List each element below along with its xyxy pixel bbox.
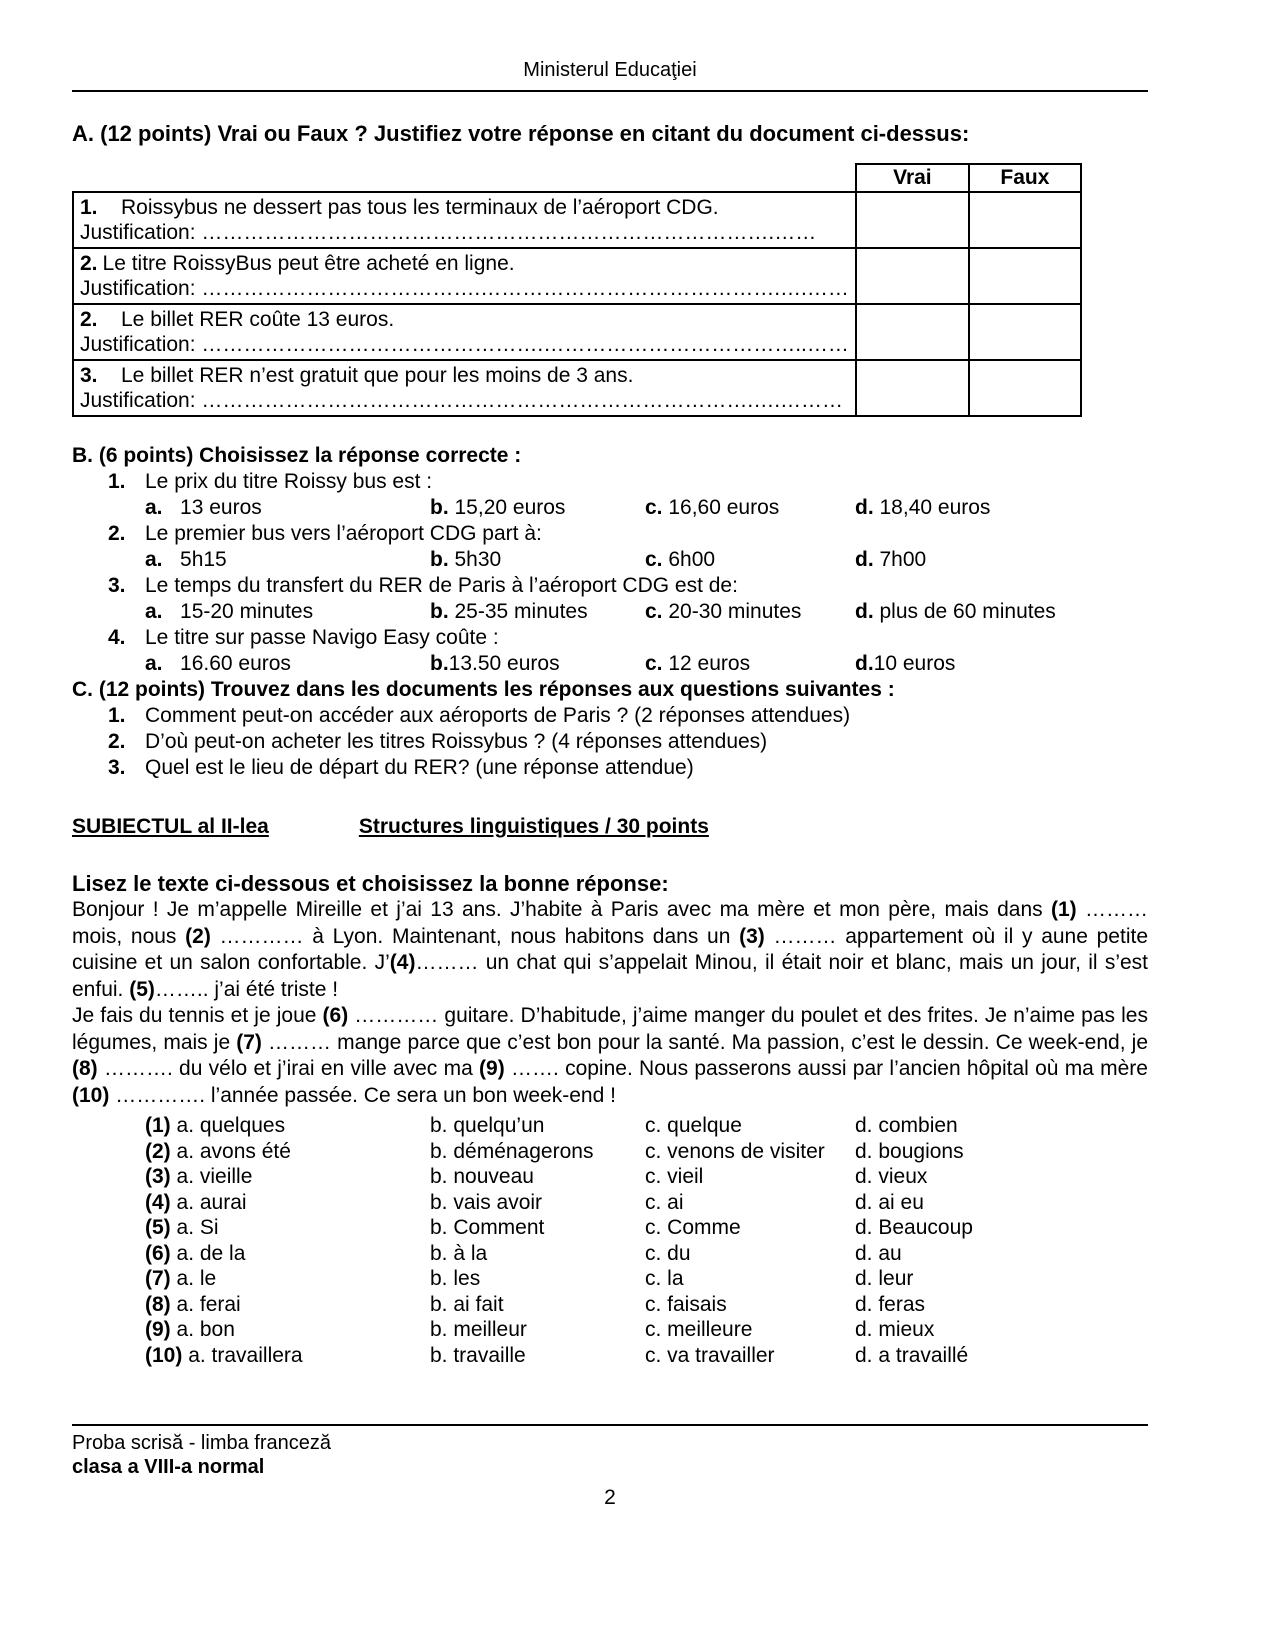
reading-instruction: Lisez le texte ci-dessous et choisissez la bonne réponse: — [72, 871, 669, 896]
justification-line: Justification: ……………………………………………………………………….…… — [80, 221, 817, 244]
question-number: 2. — [108, 522, 126, 545]
question-b2 — [72, 521, 1148, 573]
section-c-heading: C. (12 points) Trouvez dans les documents les réponses aux questions suivantes : — [72, 678, 895, 701]
option-b: b. 25-35 minutes — [430, 600, 588, 623]
question-c1 — [72, 703, 1148, 729]
option-c: c. 20-30 minutes — [645, 600, 802, 623]
option-b: b. quelqu’un — [430, 1114, 545, 1137]
question-text: Le prix du titre Roissy bus est : — [145, 470, 433, 493]
option-c: c. 12 euros — [645, 652, 751, 675]
option-c: c. du — [645, 1241, 691, 1265]
question-text: D’où peut-on acheter les titres Roissybus ? (4 réponses attendues) — [145, 730, 768, 753]
question-line — [72, 521, 1148, 547]
question-text: Le premier bus vers l’aéroport CDG part à: — [145, 522, 542, 545]
section-a-heading: A. (12 points) Vrai ou Faux ? Justifiez votre réponse en citant du document ci-dessus: — [72, 121, 970, 146]
statement-number: 1. — [80, 196, 98, 219]
grid-row-9 — [145, 1317, 1148, 1343]
options-row — [145, 495, 1148, 521]
option-a: a. 16.60 euros — [145, 652, 291, 675]
question-number: 4. — [108, 626, 126, 649]
fill-text-paragraph-1: Bonjour ! Je m’appelle Mireille et j’ai 13 ans. J’habite à Paris avec ma mère et mon père, mais dans (1) ……… mois, nous (2) ………… à Lyon. Maintenant, nous habitons dans un (3) ……… appartement où il y aune petite cuisine et un salon confortable. J’(4)……… un chat qui s’appelait Minou, il était noir et blanc, mais un jour, il s’est enfui. (5)…….. j’ai été triste ! — [72, 898, 1149, 1001]
option-c: c. quelque — [645, 1114, 742, 1137]
grid-row-5 — [145, 1215, 1148, 1241]
option-c: c. va travailler — [645, 1343, 775, 1367]
question-number: 3. — [108, 574, 126, 597]
option-d: d. Beaucoup — [855, 1216, 973, 1239]
option-c: c. ai — [645, 1190, 684, 1214]
option-d: d. plus de 60 minutes — [855, 600, 1056, 623]
faux-cell — [969, 248, 1081, 304]
statement-text: Le billet RER n’est gratuit que pour les moins de 3 ans. — [121, 364, 634, 387]
justification-line: Justification: ………………………………….…………………………………….….…… — [80, 277, 849, 300]
option-c: c. 6h00 — [645, 548, 716, 571]
faux-cell — [969, 304, 1081, 360]
statement-text: Roissybus ne dessert pas tous les terminaux de l’aéroport CDG. — [121, 196, 719, 219]
option-number: (4) — [145, 1190, 171, 1214]
statement-cell — [73, 360, 856, 416]
option-d: d. combien — [855, 1114, 958, 1137]
question-b3 — [72, 573, 1148, 625]
option-a: (7) a. le — [145, 1267, 217, 1290]
option-d: d. leur — [855, 1267, 914, 1290]
option-b: b. travaille — [430, 1343, 526, 1367]
option-d: d. vieux — [855, 1165, 928, 1188]
table-row — [73, 248, 1081, 304]
faux-cell — [969, 360, 1081, 416]
option-number: (7) — [145, 1267, 171, 1290]
question-line — [72, 625, 1148, 651]
option-a: a. 5h15 — [145, 548, 227, 571]
grid-row-7 — [145, 1266, 1148, 1292]
question-c2 — [72, 729, 1148, 755]
table-header-row — [73, 164, 1081, 192]
options-row — [145, 651, 1148, 677]
table-row — [73, 360, 1081, 416]
option-c: c. Comme — [645, 1216, 741, 1239]
justification-line: Justification: ………………………………………….………………………………..…… — [80, 333, 849, 356]
option-b: b. 5h30 — [430, 548, 502, 571]
question-text: Le titre sur passe Navigo Easy coûte : — [145, 626, 499, 649]
option-d: d. ai eu — [855, 1190, 924, 1214]
question-number: 1. — [108, 470, 126, 493]
subject2-subtitle: Structures linguistiques / 30 points — [358, 815, 709, 838]
grid-row-2 — [145, 1139, 1148, 1165]
option-number: (9) — [145, 1318, 171, 1341]
option-a: a. 13 euros — [145, 496, 262, 519]
option-number: (1) — [145, 1114, 171, 1137]
option-a: (9) a. bon — [145, 1318, 235, 1341]
option-c: c. meilleure — [645, 1318, 753, 1341]
vrai-cell — [856, 360, 969, 416]
question-line — [72, 573, 1148, 599]
option-a: (2) a. avons été — [145, 1139, 291, 1163]
option-a: (4) a. aurai — [145, 1190, 247, 1214]
option-number: (2) — [145, 1139, 171, 1163]
grid-row-4 — [145, 1190, 1148, 1216]
option-d: d.10 euros — [855, 652, 956, 675]
option-b: b. meilleur — [430, 1318, 527, 1341]
fill-text-paragraph-2: Je fais du tennis et je joue (6) ………… guitare. D’habitude, j’aime manger du poulet et des frites. Je n’aime pas les légumes, mais je (7) ……… mange parce que c’est bon pour la santé. Ma passion, c’est le dessin. Ce week-end, je (8) ………. du vélo et j’irai en ville avec ma (9) ……. copine. Nous passerons aussi par l’ancien hôpital où ma mère (10) …………. l’année passée. Ce sera un bon week-end ! — [72, 1004, 1148, 1107]
option-a: (10) a. travaillera — [145, 1343, 303, 1367]
statement-number: 2. — [80, 308, 98, 331]
statement-line — [80, 195, 849, 220]
option-a: a. 15-20 minutes — [145, 600, 314, 623]
footer-exam-name: Proba scrisă - limba franceză — [72, 1432, 331, 1454]
option-number: (5) — [145, 1216, 171, 1239]
option-number: (8) — [145, 1292, 171, 1316]
grid-row-1 — [145, 1113, 1148, 1139]
option-b: b. déménagerons — [430, 1139, 594, 1163]
option-a: (6) a. de la — [145, 1241, 246, 1265]
options-row — [145, 599, 1148, 625]
subject2-heading — [72, 813, 1148, 840]
section-b-heading: B. (6 points) Choisissez la réponse correcte : — [72, 444, 522, 467]
vrai-cell — [856, 304, 969, 360]
option-b: b.13.50 euros — [430, 652, 560, 675]
question-number: 2. — [108, 730, 126, 753]
option-d: d. 7h00 — [855, 548, 927, 571]
options-grid — [72, 1113, 1148, 1368]
statement-number: 2. — [80, 252, 98, 275]
option-d: d. feras — [855, 1292, 926, 1316]
option-a: (8) a. ferai — [145, 1292, 241, 1316]
question-number: 3. — [108, 756, 126, 779]
option-c: c. 16,60 euros — [645, 496, 780, 519]
option-d: d. a travaillé — [855, 1343, 969, 1367]
option-b: b. à la — [430, 1241, 488, 1265]
option-c: c. la — [645, 1267, 684, 1290]
header-title: Ministerul Educaţiei — [523, 59, 697, 81]
question-number: 1. — [108, 704, 126, 727]
justification-line: Justification: …………………………………………………………………….….……… — [80, 389, 844, 412]
option-b: b. 15,20 euros — [430, 496, 566, 519]
option-b: b. vais avoir — [430, 1190, 543, 1214]
option-c: c. faisais — [645, 1292, 727, 1316]
statement-cell — [73, 192, 856, 248]
faux-cell — [969, 192, 1081, 248]
page-header — [72, 58, 1148, 92]
option-number: (6) — [145, 1241, 171, 1265]
option-b: b. les — [430, 1267, 481, 1290]
option-d: d. au — [855, 1241, 902, 1265]
statement-cell — [73, 304, 856, 360]
vrai-cell — [856, 248, 969, 304]
option-d: d. 18,40 euros — [855, 496, 991, 519]
option-a: (1) a. quelques — [145, 1114, 286, 1137]
section-c — [72, 677, 1148, 781]
option-a: (3) a. vieille — [145, 1165, 253, 1188]
option-a: (5) a. Si — [145, 1216, 219, 1239]
table-header-faux: Faux — [969, 164, 1081, 192]
footer-class-name: clasa a VIII-a normal — [72, 1456, 265, 1478]
question-text: Le temps du transfert du RER de Paris à l’aéroport CDG est de: — [145, 574, 738, 597]
statement-number: 3. — [80, 364, 98, 387]
statement-cell — [73, 248, 856, 304]
question-text: Quel est le lieu de départ du RER? (une réponse attendue) — [145, 756, 694, 779]
question-c3 — [72, 755, 1148, 781]
option-d: d. mieux — [855, 1318, 935, 1341]
question-line — [72, 469, 1148, 495]
option-c: c. venons de visiter — [645, 1139, 825, 1163]
question-b4 — [72, 625, 1148, 677]
vrai-cell — [856, 192, 969, 248]
statement-line — [80, 251, 849, 276]
statement-line — [80, 363, 849, 388]
question-text: Comment peut-on accéder aux aéroports de Paris ? (2 réponses attendues) — [145, 704, 851, 727]
question-b1 — [72, 469, 1148, 521]
option-d: d. bougions — [855, 1139, 964, 1163]
option-c: c. vieil — [645, 1165, 704, 1188]
table-row — [73, 192, 1081, 248]
statement-line — [80, 307, 849, 332]
page-number: 2 — [604, 1486, 616, 1509]
grid-row-8 — [145, 1292, 1148, 1318]
subject2-title: SUBIECTUL al II-lea — [72, 815, 269, 838]
grid-row-3 — [145, 1164, 1148, 1190]
statement-text: Le billet RER coûte 13 euros. — [121, 308, 395, 331]
table-header-vrai: Vrai — [856, 164, 969, 192]
option-b: b. Comment — [430, 1216, 545, 1239]
section-b — [72, 443, 1148, 677]
grid-row-6 — [145, 1241, 1148, 1267]
grid-row-10 — [145, 1343, 1148, 1369]
options-row — [145, 547, 1148, 573]
option-b: b. ai fait — [430, 1292, 504, 1316]
option-number: (10) — [145, 1343, 183, 1367]
option-number: (3) — [145, 1165, 171, 1188]
statement-text: Le titre RoissyBus peut être acheté en ligne. — [102, 252, 515, 275]
table-corner-cell — [73, 164, 856, 192]
option-b: b. nouveau — [430, 1165, 534, 1188]
page-footer — [72, 1424, 1148, 1510]
vrai-faux-table — [72, 163, 1082, 417]
table-row — [73, 304, 1081, 360]
